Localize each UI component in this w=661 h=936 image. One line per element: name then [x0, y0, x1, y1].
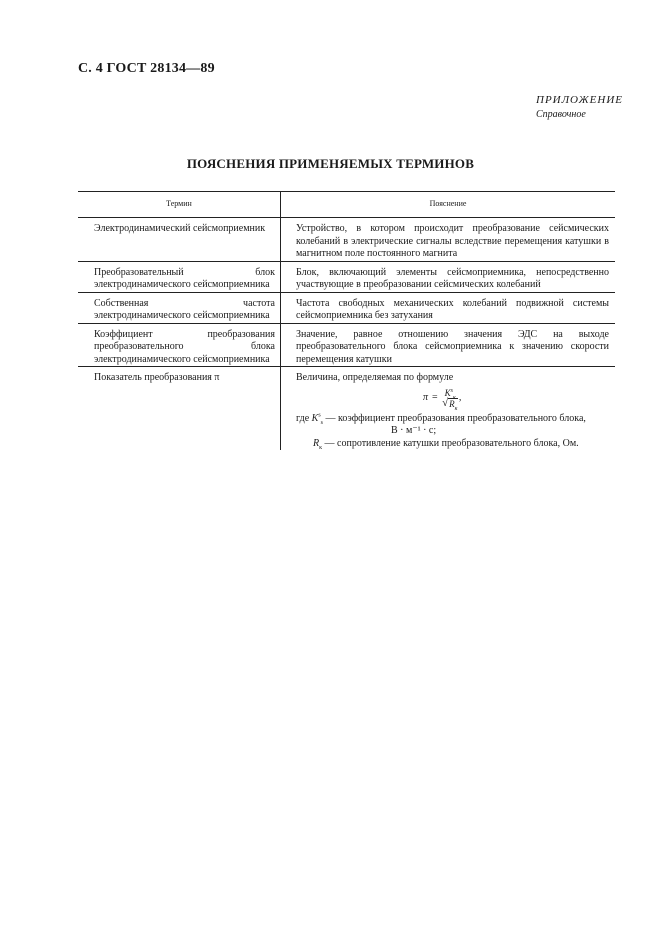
appendix-sublabel: Справочное	[536, 109, 586, 120]
formula-tail: ,	[458, 392, 462, 404]
document-title: ПОЯСНЕНИЯ ПРИМЕНЯЕМЫХ ТЕРМИНОВ	[186, 156, 475, 171]
table-row	[78, 323, 615, 367]
formula	[423, 385, 609, 413]
explanation-cell: Значение, равное отношению значения ЭДС на выходе преобразовательного блока сейсмоприемника к значению скорости перемещения катушки	[281, 323, 616, 367]
where-line-r: $R_к$ — сопротивление катушки преобразовательного блока, Ом.	[313, 437, 579, 451]
formula-lhs: π	[423, 392, 429, 404]
table-row	[78, 218, 615, 262]
where-line-k: где $K^s_s$ — коэффициент преобразования преобразовательного блока, В · м⁻¹ · с;	[296, 413, 609, 438]
table-row	[78, 292, 615, 323]
formula-denominator: √ $R_к$	[442, 397, 458, 412]
where-line-k-units: В · м⁻¹ · с;	[391, 425, 437, 436]
formula-intro: Величина, определяемая по формуле	[296, 372, 454, 383]
explanation-cell: Частота свободных механических колебаний подвижной системы сейсмоприемника без затухания	[281, 292, 616, 323]
term-cell: Электродинамический сейсмоприемник	[78, 218, 281, 262]
formula-equals: =	[432, 392, 438, 404]
term-cell: Преобразовательный блок электродинамического сейсмоприемника	[78, 261, 281, 292]
term-cell: Собственная частота электродинамического сейсмоприемника	[78, 292, 281, 323]
term-cell: Показатель преобразования π	[78, 367, 281, 451]
explanation-cell	[281, 367, 616, 451]
table-header-row	[78, 192, 615, 218]
table-row	[78, 261, 615, 292]
explanation-cell: Блок, включающий элементы сейсмоприемника, непосредственно участвующие в преобразовании сейсмических колебаний	[281, 261, 616, 292]
explanation-cell: Устройство, в котором происходит преобразование сейсмических колебаний в электрические сигналы вследствие перемещения катушки в магнитном поле постоянного магнита	[281, 218, 616, 262]
formula-fraction	[442, 388, 459, 412]
terms-table	[78, 191, 615, 450]
header-term: Термин	[78, 192, 281, 218]
formula-numerator: $K^s_к$	[444, 388, 456, 401]
table-row	[78, 367, 615, 451]
header-explanation: Пояснение	[281, 192, 616, 218]
term-cell: Коэффициент преобразования преобразовательного блока электродинамического сейсмоприемника	[78, 323, 281, 367]
page-header: С. 4 ГОСТ 28134—89	[78, 61, 215, 76]
appendix-label: ПРИЛОЖЕНИЕ	[536, 94, 623, 106]
